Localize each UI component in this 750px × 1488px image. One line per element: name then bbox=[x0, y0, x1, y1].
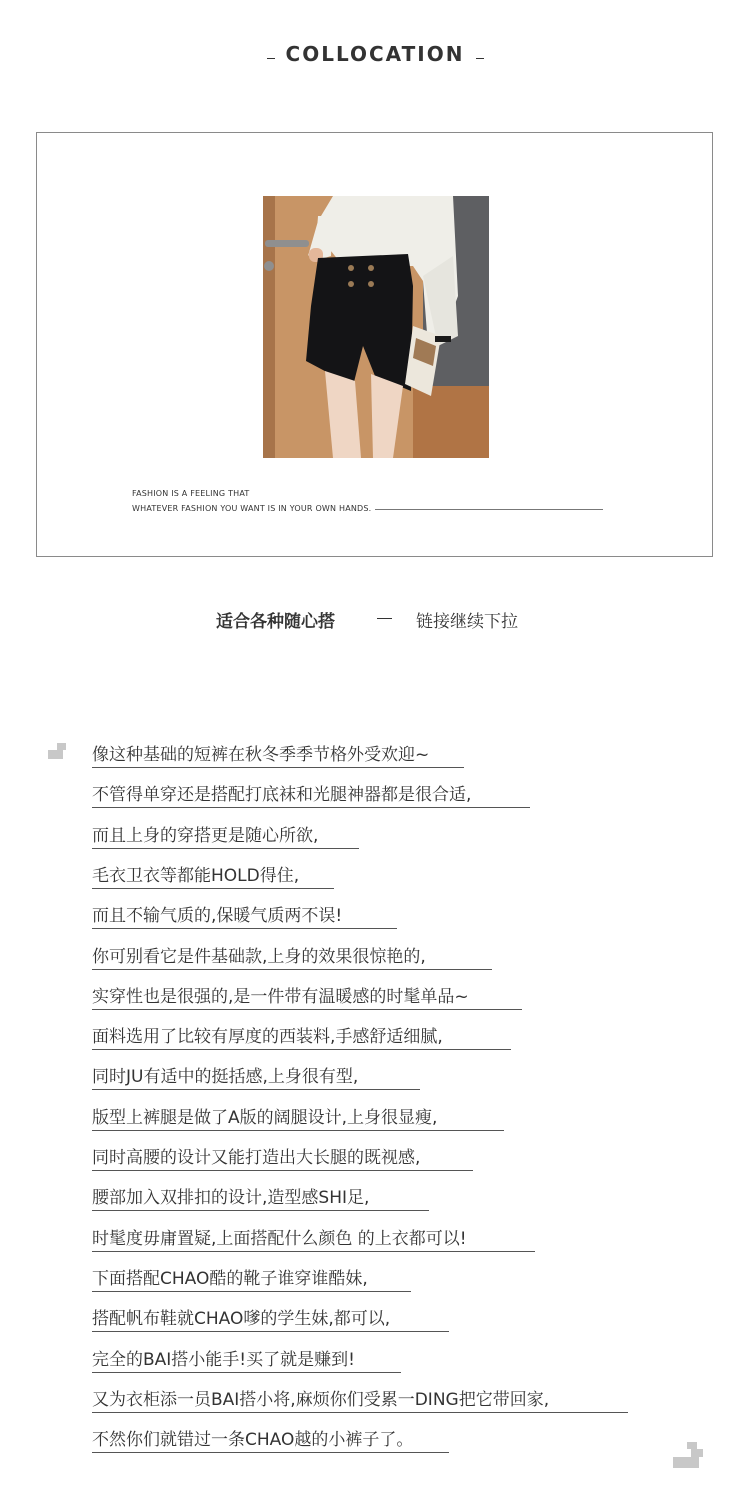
description-line-text: 面料选用了比较有厚度的西装料,手感舒适细腻, bbox=[92, 1027, 443, 1048]
description-line-text: 毛衣卫衣等都能HOLD得住, bbox=[92, 865, 300, 886]
description-line-underline bbox=[92, 1251, 535, 1252]
collocation-card bbox=[36, 132, 713, 557]
description-line-underline bbox=[92, 1372, 401, 1373]
description-line-text: 实穿性也是很强的,是一件带有温暖感的时髦单品~ bbox=[92, 986, 469, 1007]
description-line-text: 又为衣柜添一员BAI搭小将,麻烦你们受累一DING把它带回家, bbox=[92, 1389, 550, 1410]
quote-divider bbox=[375, 509, 603, 510]
description-line-underline bbox=[92, 1291, 411, 1292]
description-line-underline bbox=[92, 848, 359, 849]
description-line-underline bbox=[92, 1089, 420, 1090]
description-line-text: 同时JU有适中的挺括感,上身很有型, bbox=[92, 1067, 359, 1088]
description-line-text: 同时高腰的设计又能打造出大长腿的既视感, bbox=[92, 1148, 421, 1168]
description-line-underline bbox=[92, 1331, 449, 1332]
description-line-underline bbox=[92, 928, 397, 929]
description-line-text: 而且上身的穿搭更是随心所欲, bbox=[92, 825, 319, 846]
pixel-corner-icon-bottom bbox=[673, 1442, 703, 1468]
description-line-text: 不然你们就错过一条CHAO越的小裤子了。 bbox=[92, 1430, 414, 1451]
product-photo bbox=[263, 196, 489, 458]
quote-line-2: WHATEVER FASHION YOU WANT IS IN YOUR OWN HANDS. bbox=[132, 504, 372, 513]
description-line-text: 像这种基础的短裤在秋冬季季节格外受欢迎~ bbox=[92, 745, 430, 765]
description-line-underline bbox=[92, 1049, 511, 1050]
description-line-text: 时髦度毋庸置疑,上面搭配什么颜色 的上衣都可以! bbox=[92, 1228, 467, 1249]
subheading-light: 链接继续下拉 bbox=[416, 612, 518, 632]
description-line-text: 下面搭配CHAO酷的靴子谁穿谁酷妹, bbox=[92, 1268, 368, 1289]
description-line-underline bbox=[92, 1452, 449, 1453]
description-line-text: 腰部加入双排扣的设计,造型感SHI足, bbox=[92, 1188, 370, 1209]
description-line-text: 而且不输气质的,保暖气质两不误! bbox=[92, 906, 343, 927]
description-line-underline bbox=[92, 1412, 628, 1413]
pixel-corner-icon-top bbox=[48, 743, 66, 759]
description-line-text: 搭配帆布鞋就CHAO嗲的学生妹,都可以, bbox=[92, 1309, 391, 1330]
description-line-text: 版型上裤腿是做了A版的阔腿设计,上身很显瘦, bbox=[92, 1107, 438, 1128]
header-dash-right bbox=[476, 58, 484, 59]
collocation-header bbox=[0, 40, 750, 74]
quote-line-1: FASHION IS A FEELING THAT bbox=[132, 489, 250, 498]
description-line-underline bbox=[92, 1170, 473, 1171]
description-line-underline bbox=[92, 1210, 429, 1211]
description-line-underline bbox=[92, 888, 334, 889]
subheading-dash bbox=[377, 618, 392, 619]
description-line-text: 不管得单穿还是搭配打底袜和光腿神器都是很合适, bbox=[92, 785, 472, 806]
description-line-text: 你可别看它是件基础款,上身的效果很惊艳的, bbox=[92, 946, 426, 967]
subheading bbox=[0, 607, 750, 633]
description-line-underline bbox=[92, 1130, 504, 1131]
header-title: COLLOCATION bbox=[285, 42, 465, 66]
description-line-underline bbox=[92, 767, 464, 768]
description-line-underline bbox=[92, 1009, 522, 1010]
subheading-bold: 适合各种随心搭 bbox=[216, 612, 335, 632]
description-line-underline bbox=[92, 807, 530, 808]
description-line-underline bbox=[92, 969, 492, 970]
description-line-text: 完全的BAI搭小能手!买了就是赚到! bbox=[92, 1349, 355, 1370]
